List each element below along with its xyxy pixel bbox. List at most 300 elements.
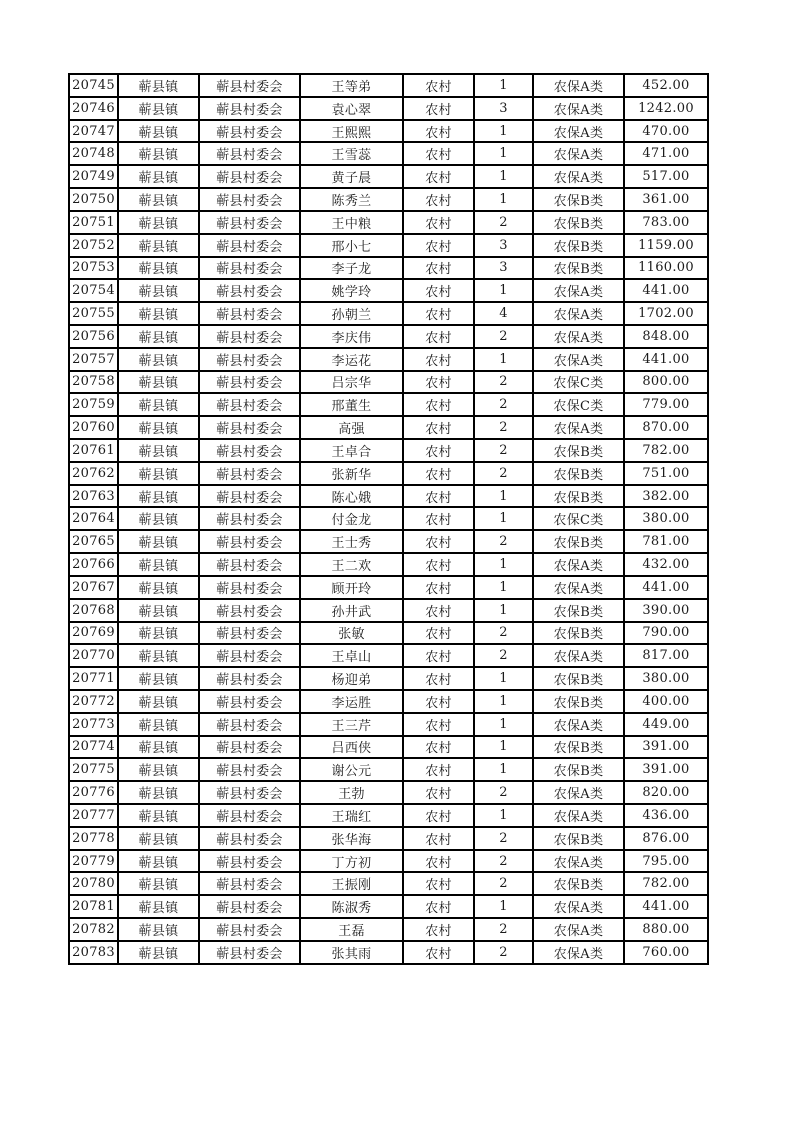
- table-cell: 农保B类: [533, 234, 624, 257]
- table-cell: 2: [474, 211, 533, 234]
- table-row: [69, 781, 708, 804]
- table-cell: 20755: [69, 302, 118, 325]
- table-row: [69, 325, 708, 348]
- table-cell: 20746: [69, 97, 118, 120]
- table-cell: 农村: [403, 507, 474, 530]
- table-cell: 吕宗华: [300, 371, 403, 394]
- table-cell: 农保A类: [533, 576, 624, 599]
- table-cell: 471.00: [624, 142, 708, 165]
- table-cell: 20780: [69, 872, 118, 895]
- table-cell: 20771: [69, 667, 118, 690]
- table-row: [69, 348, 708, 371]
- table-cell: 蕲县镇: [118, 872, 199, 895]
- table-cell: 蕲县村委会: [199, 188, 300, 211]
- table-cell: 20765: [69, 530, 118, 553]
- table-row: [69, 302, 708, 325]
- table-cell: 农村: [403, 941, 474, 964]
- table-cell: 农保A类: [533, 781, 624, 804]
- table-cell: 蕲县村委会: [199, 804, 300, 827]
- table-cell: 蕲县村委会: [199, 462, 300, 485]
- table-cell: 蕲县村委会: [199, 439, 300, 462]
- table-cell: 蕲县村委会: [199, 667, 300, 690]
- table-cell: 蕲县镇: [118, 667, 199, 690]
- table-cell: 张其雨: [300, 941, 403, 964]
- table-cell: 蕲县镇: [118, 804, 199, 827]
- table-cell: 452.00: [624, 74, 708, 97]
- table-cell: 蕲县村委会: [199, 348, 300, 371]
- table-cell: 农保B类: [533, 211, 624, 234]
- table-cell: 2: [474, 462, 533, 485]
- table-cell: 880.00: [624, 918, 708, 941]
- table-cell: 蕲县村委会: [199, 644, 300, 667]
- table-cell: 1: [474, 142, 533, 165]
- table-cell: 20770: [69, 644, 118, 667]
- table-cell: 王瑞红: [300, 804, 403, 827]
- table-row: [69, 462, 708, 485]
- table-cell: 蕲县镇: [118, 918, 199, 941]
- table-cell: 391.00: [624, 736, 708, 759]
- table-cell: 农保A类: [533, 804, 624, 827]
- table-cell: 农保B类: [533, 188, 624, 211]
- table-cell: 20758: [69, 371, 118, 394]
- table-cell: 蕲县村委会: [199, 325, 300, 348]
- table-cell: 蕲县村委会: [199, 507, 300, 530]
- table-cell: 20778: [69, 827, 118, 850]
- table-cell: 蕲县镇: [118, 941, 199, 964]
- table-cell: 农保C类: [533, 371, 624, 394]
- table-cell: 20783: [69, 941, 118, 964]
- table-cell: 王中粮: [300, 211, 403, 234]
- table-cell: 蕲县村委会: [199, 393, 300, 416]
- table-cell: 农村: [403, 599, 474, 622]
- table-cell: 2: [474, 530, 533, 553]
- table-cell: 农保B类: [533, 462, 624, 485]
- table-cell: 382.00: [624, 485, 708, 508]
- table-cell: 3: [474, 234, 533, 257]
- table-cell: 20773: [69, 713, 118, 736]
- table-cell: 1: [474, 279, 533, 302]
- table-body: [69, 74, 708, 964]
- table-row: [69, 393, 708, 416]
- table-cell: 农保A类: [533, 850, 624, 873]
- table-row: [69, 416, 708, 439]
- table-row: [69, 576, 708, 599]
- table-cell: 蕲县村委会: [199, 120, 300, 143]
- table-cell: 蕲县镇: [118, 142, 199, 165]
- table-cell: 蕲县镇: [118, 211, 199, 234]
- table-cell: 高强: [300, 416, 403, 439]
- table-cell: 张华海: [300, 827, 403, 850]
- table-cell: 1: [474, 165, 533, 188]
- table-cell: 蕲县村委会: [199, 758, 300, 781]
- table-cell: 1: [474, 188, 533, 211]
- table-cell: 蕲县镇: [118, 644, 199, 667]
- table-row: [69, 234, 708, 257]
- table-cell: 817.00: [624, 644, 708, 667]
- table-row: [69, 850, 708, 873]
- table-cell: 农保A类: [533, 553, 624, 576]
- table-cell: 孙朝兰: [300, 302, 403, 325]
- table-row: [69, 622, 708, 645]
- table-cell: 1: [474, 758, 533, 781]
- table-cell: 农保B类: [533, 599, 624, 622]
- table-row: [69, 97, 708, 120]
- table-row: [69, 553, 708, 576]
- table-cell: 1: [474, 507, 533, 530]
- table-cell: 20754: [69, 279, 118, 302]
- table-cell: 20772: [69, 690, 118, 713]
- table-cell: 农村: [403, 667, 474, 690]
- table-cell: 441.00: [624, 576, 708, 599]
- payment-records-table: [68, 73, 709, 965]
- table-cell: 农村: [403, 644, 474, 667]
- table-cell: 农保C类: [533, 507, 624, 530]
- table-cell: 20764: [69, 507, 118, 530]
- table-cell: 农保A类: [533, 348, 624, 371]
- table-cell: 2: [474, 827, 533, 850]
- table-cell: 农村: [403, 622, 474, 645]
- table-cell: 390.00: [624, 599, 708, 622]
- table-cell: 20750: [69, 188, 118, 211]
- table-cell: 丁方初: [300, 850, 403, 873]
- table-cell: 农村: [403, 827, 474, 850]
- table-cell: 农村: [403, 234, 474, 257]
- table-cell: 农村: [403, 279, 474, 302]
- table-cell: 20762: [69, 462, 118, 485]
- table-cell: 农保B类: [533, 736, 624, 759]
- table-row: [69, 804, 708, 827]
- table-cell: 441.00: [624, 348, 708, 371]
- table-cell: 20774: [69, 736, 118, 759]
- table-cell: 蕲县镇: [118, 576, 199, 599]
- table-cell: 黄子晨: [300, 165, 403, 188]
- table-cell: 农村: [403, 211, 474, 234]
- table-cell: 蕲县镇: [118, 257, 199, 280]
- table-cell: 1: [474, 120, 533, 143]
- table-cell: 2: [474, 439, 533, 462]
- table-row: [69, 758, 708, 781]
- table-cell: 蕲县村委会: [199, 872, 300, 895]
- table-cell: 吕西侠: [300, 736, 403, 759]
- table-cell: 谢公元: [300, 758, 403, 781]
- table-cell: 20775: [69, 758, 118, 781]
- table-cell: 1160.00: [624, 257, 708, 280]
- table-cell: 蕲县镇: [118, 507, 199, 530]
- table-row: [69, 644, 708, 667]
- table-cell: 蕲县村委会: [199, 302, 300, 325]
- table-cell: 农保A类: [533, 941, 624, 964]
- table-cell: 蕲县镇: [118, 850, 199, 873]
- table-cell: 农村: [403, 690, 474, 713]
- table-cell: 1: [474, 485, 533, 508]
- table-cell: 农村: [403, 918, 474, 941]
- table-cell: 779.00: [624, 393, 708, 416]
- table-cell: 农保B类: [533, 485, 624, 508]
- table-cell: 470.00: [624, 120, 708, 143]
- table-cell: 农村: [403, 804, 474, 827]
- table-cell: 蕲县镇: [118, 188, 199, 211]
- table-cell: 农村: [403, 439, 474, 462]
- table-cell: 2: [474, 325, 533, 348]
- table-cell: 1: [474, 599, 533, 622]
- table-cell: 3: [474, 257, 533, 280]
- table-cell: 王等弟: [300, 74, 403, 97]
- table-row: [69, 257, 708, 280]
- table-cell: 蕲县镇: [118, 165, 199, 188]
- table-cell: 20753: [69, 257, 118, 280]
- table-cell: 848.00: [624, 325, 708, 348]
- table-cell: 蕲县村委会: [199, 165, 300, 188]
- table-row: [69, 872, 708, 895]
- table-cell: 蕲县村委会: [199, 622, 300, 645]
- table-cell: 蕲县村委会: [199, 941, 300, 964]
- table-cell: 农村: [403, 850, 474, 873]
- table-cell: 1: [474, 74, 533, 97]
- table-cell: 农保A类: [533, 97, 624, 120]
- table-cell: 517.00: [624, 165, 708, 188]
- table-cell: 王卓合: [300, 439, 403, 462]
- table-cell: 蕲县村委会: [199, 553, 300, 576]
- table-row: [69, 211, 708, 234]
- table-cell: 蕲县镇: [118, 439, 199, 462]
- table-cell: 农保B类: [533, 758, 624, 781]
- table-cell: 蕲县镇: [118, 393, 199, 416]
- table-cell: 王磊: [300, 918, 403, 941]
- table-cell: 顾开玲: [300, 576, 403, 599]
- table-cell: 蕲县村委会: [199, 371, 300, 394]
- table-cell: 20760: [69, 416, 118, 439]
- table-cell: 蕲县村委会: [199, 142, 300, 165]
- table-cell: 蕲县镇: [118, 462, 199, 485]
- table-cell: 2: [474, 622, 533, 645]
- table-cell: 20781: [69, 895, 118, 918]
- table-cell: 农村: [403, 713, 474, 736]
- table-cell: 20759: [69, 393, 118, 416]
- table-cell: 农村: [403, 325, 474, 348]
- table-cell: 400.00: [624, 690, 708, 713]
- table-row: [69, 736, 708, 759]
- table-cell: 蕲县村委会: [199, 257, 300, 280]
- table-cell: 蕲县镇: [118, 485, 199, 508]
- table-cell: 2: [474, 850, 533, 873]
- table-cell: 农村: [403, 97, 474, 120]
- table-cell: 农村: [403, 348, 474, 371]
- table-cell: 蕲县村委会: [199, 781, 300, 804]
- table-cell: 农村: [403, 462, 474, 485]
- table-cell: 1: [474, 713, 533, 736]
- table-row: [69, 371, 708, 394]
- table-cell: 王三芹: [300, 713, 403, 736]
- table-cell: 795.00: [624, 850, 708, 873]
- table-cell: 蕲县村委会: [199, 211, 300, 234]
- table-row: [69, 530, 708, 553]
- table-row: [69, 120, 708, 143]
- table-cell: 436.00: [624, 804, 708, 827]
- table-cell: 20776: [69, 781, 118, 804]
- table-cell: 1: [474, 348, 533, 371]
- table-cell: 1: [474, 553, 533, 576]
- table-cell: 农保A类: [533, 142, 624, 165]
- table-cell: 20751: [69, 211, 118, 234]
- table-cell: 农保A类: [533, 302, 624, 325]
- table-cell: 姚学玲: [300, 279, 403, 302]
- table-cell: 农村: [403, 553, 474, 576]
- table-row: [69, 599, 708, 622]
- table-cell: 2: [474, 393, 533, 416]
- table-cell: 农保A类: [533, 165, 624, 188]
- table-cell: 380.00: [624, 507, 708, 530]
- table-cell: 李运胜: [300, 690, 403, 713]
- table-cell: 2: [474, 416, 533, 439]
- table-cell: 蕲县村委会: [199, 713, 300, 736]
- table-cell: 农村: [403, 142, 474, 165]
- table-cell: 邢董生: [300, 393, 403, 416]
- table-cell: 农保A类: [533, 416, 624, 439]
- table-cell: 蕲县镇: [118, 553, 199, 576]
- table-cell: 蕲县村委会: [199, 416, 300, 439]
- table-cell: 张敏: [300, 622, 403, 645]
- table-cell: 农保B类: [533, 622, 624, 645]
- table-cell: 李子龙: [300, 257, 403, 280]
- table-cell: 李运花: [300, 348, 403, 371]
- table-cell: 蕲县村委会: [199, 850, 300, 873]
- table-row: [69, 507, 708, 530]
- table-row: [69, 667, 708, 690]
- table-cell: 4: [474, 302, 533, 325]
- table-cell: 蕲县镇: [118, 758, 199, 781]
- table-cell: 农村: [403, 576, 474, 599]
- table-cell: 20757: [69, 348, 118, 371]
- table-cell: 蕲县镇: [118, 416, 199, 439]
- table-cell: 陈心娥: [300, 485, 403, 508]
- table-cell: 1: [474, 690, 533, 713]
- table-cell: 2: [474, 918, 533, 941]
- table-cell: 农保A类: [533, 120, 624, 143]
- table-cell: 20768: [69, 599, 118, 622]
- table-cell: 蕲县镇: [118, 690, 199, 713]
- table-cell: 蕲县镇: [118, 348, 199, 371]
- table-cell: 蕲县镇: [118, 325, 199, 348]
- table-cell: 农村: [403, 74, 474, 97]
- table-cell: 2: [474, 371, 533, 394]
- table-cell: 王卓山: [300, 644, 403, 667]
- table-cell: 361.00: [624, 188, 708, 211]
- table-cell: 蕲县镇: [118, 599, 199, 622]
- table-cell: 1: [474, 895, 533, 918]
- table-cell: 邢小七: [300, 234, 403, 257]
- table-cell: 蕲县镇: [118, 736, 199, 759]
- table-cell: 农保A类: [533, 325, 624, 348]
- table-cell: 790.00: [624, 622, 708, 645]
- table-cell: 农保B类: [533, 827, 624, 850]
- table-cell: 20763: [69, 485, 118, 508]
- table-cell: 2: [474, 872, 533, 895]
- table-cell: 蕲县村委会: [199, 690, 300, 713]
- table-row: [69, 918, 708, 941]
- table-cell: 农保A类: [533, 895, 624, 918]
- table-cell: 蕲县村委会: [199, 97, 300, 120]
- table-cell: 农村: [403, 736, 474, 759]
- table-cell: 820.00: [624, 781, 708, 804]
- table-cell: 农村: [403, 120, 474, 143]
- table-cell: 蕲县镇: [118, 97, 199, 120]
- table-cell: 1159.00: [624, 234, 708, 257]
- table-cell: 农保C类: [533, 393, 624, 416]
- table-cell: 1: [474, 576, 533, 599]
- table-cell: 1: [474, 804, 533, 827]
- table-cell: 蕲县镇: [118, 827, 199, 850]
- table-cell: 蕲县村委会: [199, 485, 300, 508]
- table-cell: 蕲县镇: [118, 530, 199, 553]
- table-cell: 农村: [403, 530, 474, 553]
- table-cell: 432.00: [624, 553, 708, 576]
- table-cell: 农村: [403, 371, 474, 394]
- table-cell: 蕲县村委会: [199, 827, 300, 850]
- table-cell: 农保A类: [533, 918, 624, 941]
- table-row: [69, 690, 708, 713]
- table-cell: 农村: [403, 393, 474, 416]
- table-cell: 20782: [69, 918, 118, 941]
- table-cell: 蕲县镇: [118, 781, 199, 804]
- table-cell: 2: [474, 781, 533, 804]
- table-cell: 袁心翠: [300, 97, 403, 120]
- table-cell: 王二欢: [300, 553, 403, 576]
- table-cell: 蕲县村委会: [199, 736, 300, 759]
- table-cell: 20761: [69, 439, 118, 462]
- table-cell: 751.00: [624, 462, 708, 485]
- table-cell: 蕲县村委会: [199, 74, 300, 97]
- table-cell: 农保B类: [533, 257, 624, 280]
- table-cell: 391.00: [624, 758, 708, 781]
- table-cell: 781.00: [624, 530, 708, 553]
- table-cell: 20769: [69, 622, 118, 645]
- table-cell: 农保A类: [533, 74, 624, 97]
- table-cell: 农保A类: [533, 279, 624, 302]
- table-cell: 蕲县镇: [118, 371, 199, 394]
- table-cell: 李庆伟: [300, 325, 403, 348]
- table-cell: 蕲县镇: [118, 74, 199, 97]
- table-cell: 杨迎弟: [300, 667, 403, 690]
- table-row: [69, 439, 708, 462]
- table-cell: 蕲县镇: [118, 302, 199, 325]
- table-cell: 蕲县村委会: [199, 234, 300, 257]
- table-cell: 王勃: [300, 781, 403, 804]
- table-cell: 1: [474, 667, 533, 690]
- table-cell: 农村: [403, 872, 474, 895]
- table-cell: 蕲县村委会: [199, 279, 300, 302]
- table-cell: 农村: [403, 416, 474, 439]
- table-cell: 380.00: [624, 667, 708, 690]
- table-cell: 782.00: [624, 872, 708, 895]
- table-cell: 农村: [403, 485, 474, 508]
- table-cell: 蕲县村委会: [199, 576, 300, 599]
- table-cell: 1702.00: [624, 302, 708, 325]
- table-cell: 王振刚: [300, 872, 403, 895]
- table-cell: 783.00: [624, 211, 708, 234]
- table-cell: 农保B类: [533, 530, 624, 553]
- table-cell: 蕲县镇: [118, 234, 199, 257]
- table-cell: 20756: [69, 325, 118, 348]
- table-cell: 20747: [69, 120, 118, 143]
- table-cell: 农保B类: [533, 690, 624, 713]
- table-cell: 蕲县村委会: [199, 599, 300, 622]
- table-cell: 20749: [69, 165, 118, 188]
- table-cell: 1: [474, 736, 533, 759]
- table-cell: 782.00: [624, 439, 708, 462]
- table-cell: 441.00: [624, 895, 708, 918]
- table-cell: 3: [474, 97, 533, 120]
- table-cell: 876.00: [624, 827, 708, 850]
